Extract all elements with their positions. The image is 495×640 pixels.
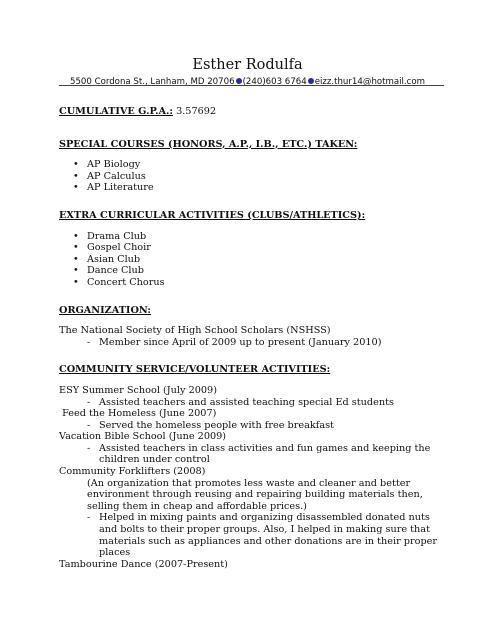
special-courses-heading: SPECIAL COURSES (HONORS, A.P., I.B., ETC.) TAKEN:	[59, 138, 358, 150]
activity-detail: - Helped in mixing paints and organizing disassembled donated nuts and bolts to their proper groups. Also, I helped in making sure that materials such as appliances and other donations are in their proper places	[87, 512, 438, 559]
special-courses-list	[59, 159, 444, 194]
activity-detail: - Assisted teachers and assisted teaching special Ed students	[87, 396, 394, 408]
list-item: • Dance Club	[59, 265, 444, 277]
gpa-section	[59, 106, 444, 118]
list-item: • AP Literature	[59, 182, 444, 194]
gpa-value: 3.57692	[176, 106, 217, 117]
community-list	[59, 385, 444, 571]
activity-title: Tambourine Dance (2007-Present)	[59, 558, 228, 570]
organization-detail: - Member since April of 2009 up to present (January 2010)	[87, 336, 382, 348]
list-item	[59, 559, 444, 571]
list-item: • Gospel Choir	[59, 242, 444, 254]
list-item	[59, 385, 444, 408]
separator-dot-icon	[308, 78, 314, 84]
separator-dot-icon	[236, 78, 242, 84]
special-courses-section	[59, 139, 444, 194]
list-item: • Asian Club	[59, 254, 444, 266]
activity-detail: - Assisted teachers in class activities and fun games and keeping the children under control	[87, 442, 431, 466]
activity-title: Vacation Bible School (June 2009)	[59, 431, 227, 443]
activity-detail: - Served the homeless people with free breakfast	[87, 419, 334, 431]
organization-heading: ORGANIZATION:	[59, 304, 151, 316]
organization-list	[59, 325, 444, 348]
community-section	[59, 364, 444, 570]
contact-line	[0, 75, 495, 89]
list-item	[59, 325, 444, 348]
list-item	[59, 408, 444, 431]
activity-title: Community Forklifters (2008)	[59, 466, 206, 478]
activity-title: Feed the Homeless (June 2007)	[59, 408, 217, 420]
list-item: • AP Biology	[59, 159, 444, 171]
activity-note: (An organization that promotes less waste and cleaner and better environment through reusing and repairing building materials then, selling them in cheap and affordable prices.)	[87, 477, 423, 512]
list-item: • Drama Club	[59, 231, 444, 243]
header-divider	[59, 85, 444, 86]
extracurricular-section	[59, 210, 444, 289]
gpa-label: CUMULATIVE G.P.A.:	[59, 106, 173, 117]
applicant-name: Esther Rodulfa	[192, 57, 303, 73]
list-item	[59, 431, 444, 466]
list-item: • Concert Chorus	[59, 277, 444, 289]
activity-title: ESY Summer School (July 2009)	[59, 384, 218, 396]
list-item: • AP Calculus	[59, 171, 444, 183]
organization-section	[59, 305, 444, 349]
phone: (240)603 6764	[242, 77, 307, 87]
extracurricular-list	[59, 231, 444, 289]
extracurricular-heading: EXTRA CURRICULAR ACTIVITIES (CLUBS/ATHLETICS):	[59, 209, 366, 221]
list-item	[59, 466, 444, 559]
organization-name: The National Society of High School Scholars (NSHSS)	[59, 325, 331, 337]
community-heading: COMMUNITY SERVICE/VOLUNTEER ACTIVITIES:	[59, 364, 331, 376]
address: 5500 Cordona St., Lanham, MD 20706	[69, 77, 235, 87]
email: eizz.thur14@hotmail.com	[314, 77, 426, 87]
resume-body	[59, 106, 444, 586]
